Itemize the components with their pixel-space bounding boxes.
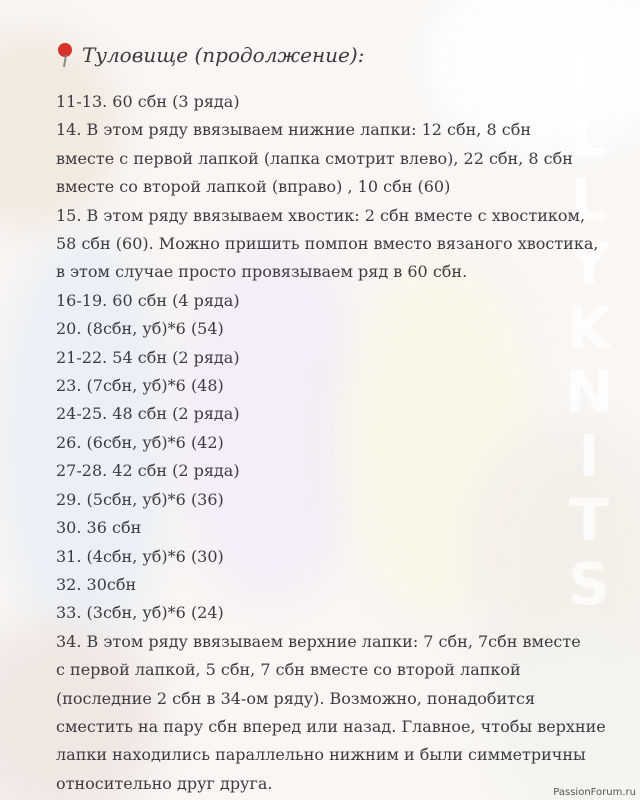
watermark-letter: I	[578, 422, 602, 490]
instruction-line: вместе со второй лапкой (вправо) , 10 сбн (60)	[56, 177, 451, 197]
instruction-line: 16-19. 60 сбн (4 ряда)	[56, 290, 240, 310]
pattern-text	[56, 38, 616, 798]
instruction-line: 34. В этом ряду ввязываем верхние лапки: 7 сбн, 7сбн вместе	[56, 631, 581, 651]
watermark-letter: K	[566, 294, 614, 362]
instruction-line: 15. В этом ряду ввязываем хвостик: 2 сбн вместе с хвостиком,	[56, 205, 586, 225]
instruction-line: 11-13. 60 сбн (3 ряда)	[56, 92, 240, 111]
instruction-line: 32. 30сбн	[56, 574, 137, 594]
instruction-line: вместе с первой лапкой (лапка смотрит влево), 22 сбн, 8 сбн	[56, 148, 573, 168]
instruction-line: сместить на пару сбн вперед или назад. Главное, чтобы верхние	[56, 716, 606, 736]
instruction-line: 29. (5сбн, уб)*6 (36)	[56, 489, 224, 509]
watermark-letter: L	[570, 102, 610, 170]
watermark-letter: E	[569, 38, 611, 106]
pushpin-icon	[56, 43, 76, 67]
instruction-line: относительно друг друга.	[56, 773, 273, 793]
instruction-line: 31. (4сбн, уб)*6 (30)	[56, 546, 224, 566]
instruction-line: (последние 2 сбн в 34-ом ряду). Возможно, понадобится	[56, 688, 536, 708]
instruction-line: 27-28. 42 сбн (2 ряда)	[56, 461, 240, 481]
watermark-letter: Y	[568, 230, 612, 298]
watermark-letter: S	[568, 550, 612, 618]
instruction-line: 30. 36 сбн	[56, 518, 142, 538]
instruction-line: в этом случае просто провязываем ряд в 60 сбн.	[56, 262, 468, 282]
instruction-line: 21-22. 54 сбн (2 ряда)	[56, 347, 240, 367]
instruction-line: с первой лапкой, 5 сбн, 7 сбн вместе со второй лапкой	[56, 660, 521, 680]
instruction-line: 26. (6сбн, уб)*6 (42)	[56, 432, 224, 452]
instruction-list	[56, 88, 616, 798]
section-title: Туловище (продолжение):	[82, 43, 365, 67]
watermark-letter: T	[569, 486, 611, 554]
instruction-line: 58 сбн (60). Можно пришить помпон вместо вязаного хвостика,	[56, 234, 599, 254]
section-header	[56, 38, 616, 72]
instruction-line: лапки находились параллельно нижним и были симметричны	[56, 745, 586, 765]
instruction-line: 20. (8сбн, уб)*6 (54)	[56, 319, 224, 339]
watermark-letter: L	[570, 166, 610, 234]
instruction-line: 33. (3сбн, уб)*6 (24)	[56, 603, 224, 623]
site-watermark: PassionForum.ru	[553, 787, 636, 798]
instruction-line: 23. (7сбн, уб)*6 (48)	[56, 376, 224, 396]
instruction-line: 14. В этом ряду ввязываем нижние лапки: 12 сбн, 8 сбн	[56, 120, 531, 140]
instruction-line: 24-25. 48 сбн (2 ряда)	[56, 404, 240, 424]
watermark-letter: N	[564, 358, 616, 426]
